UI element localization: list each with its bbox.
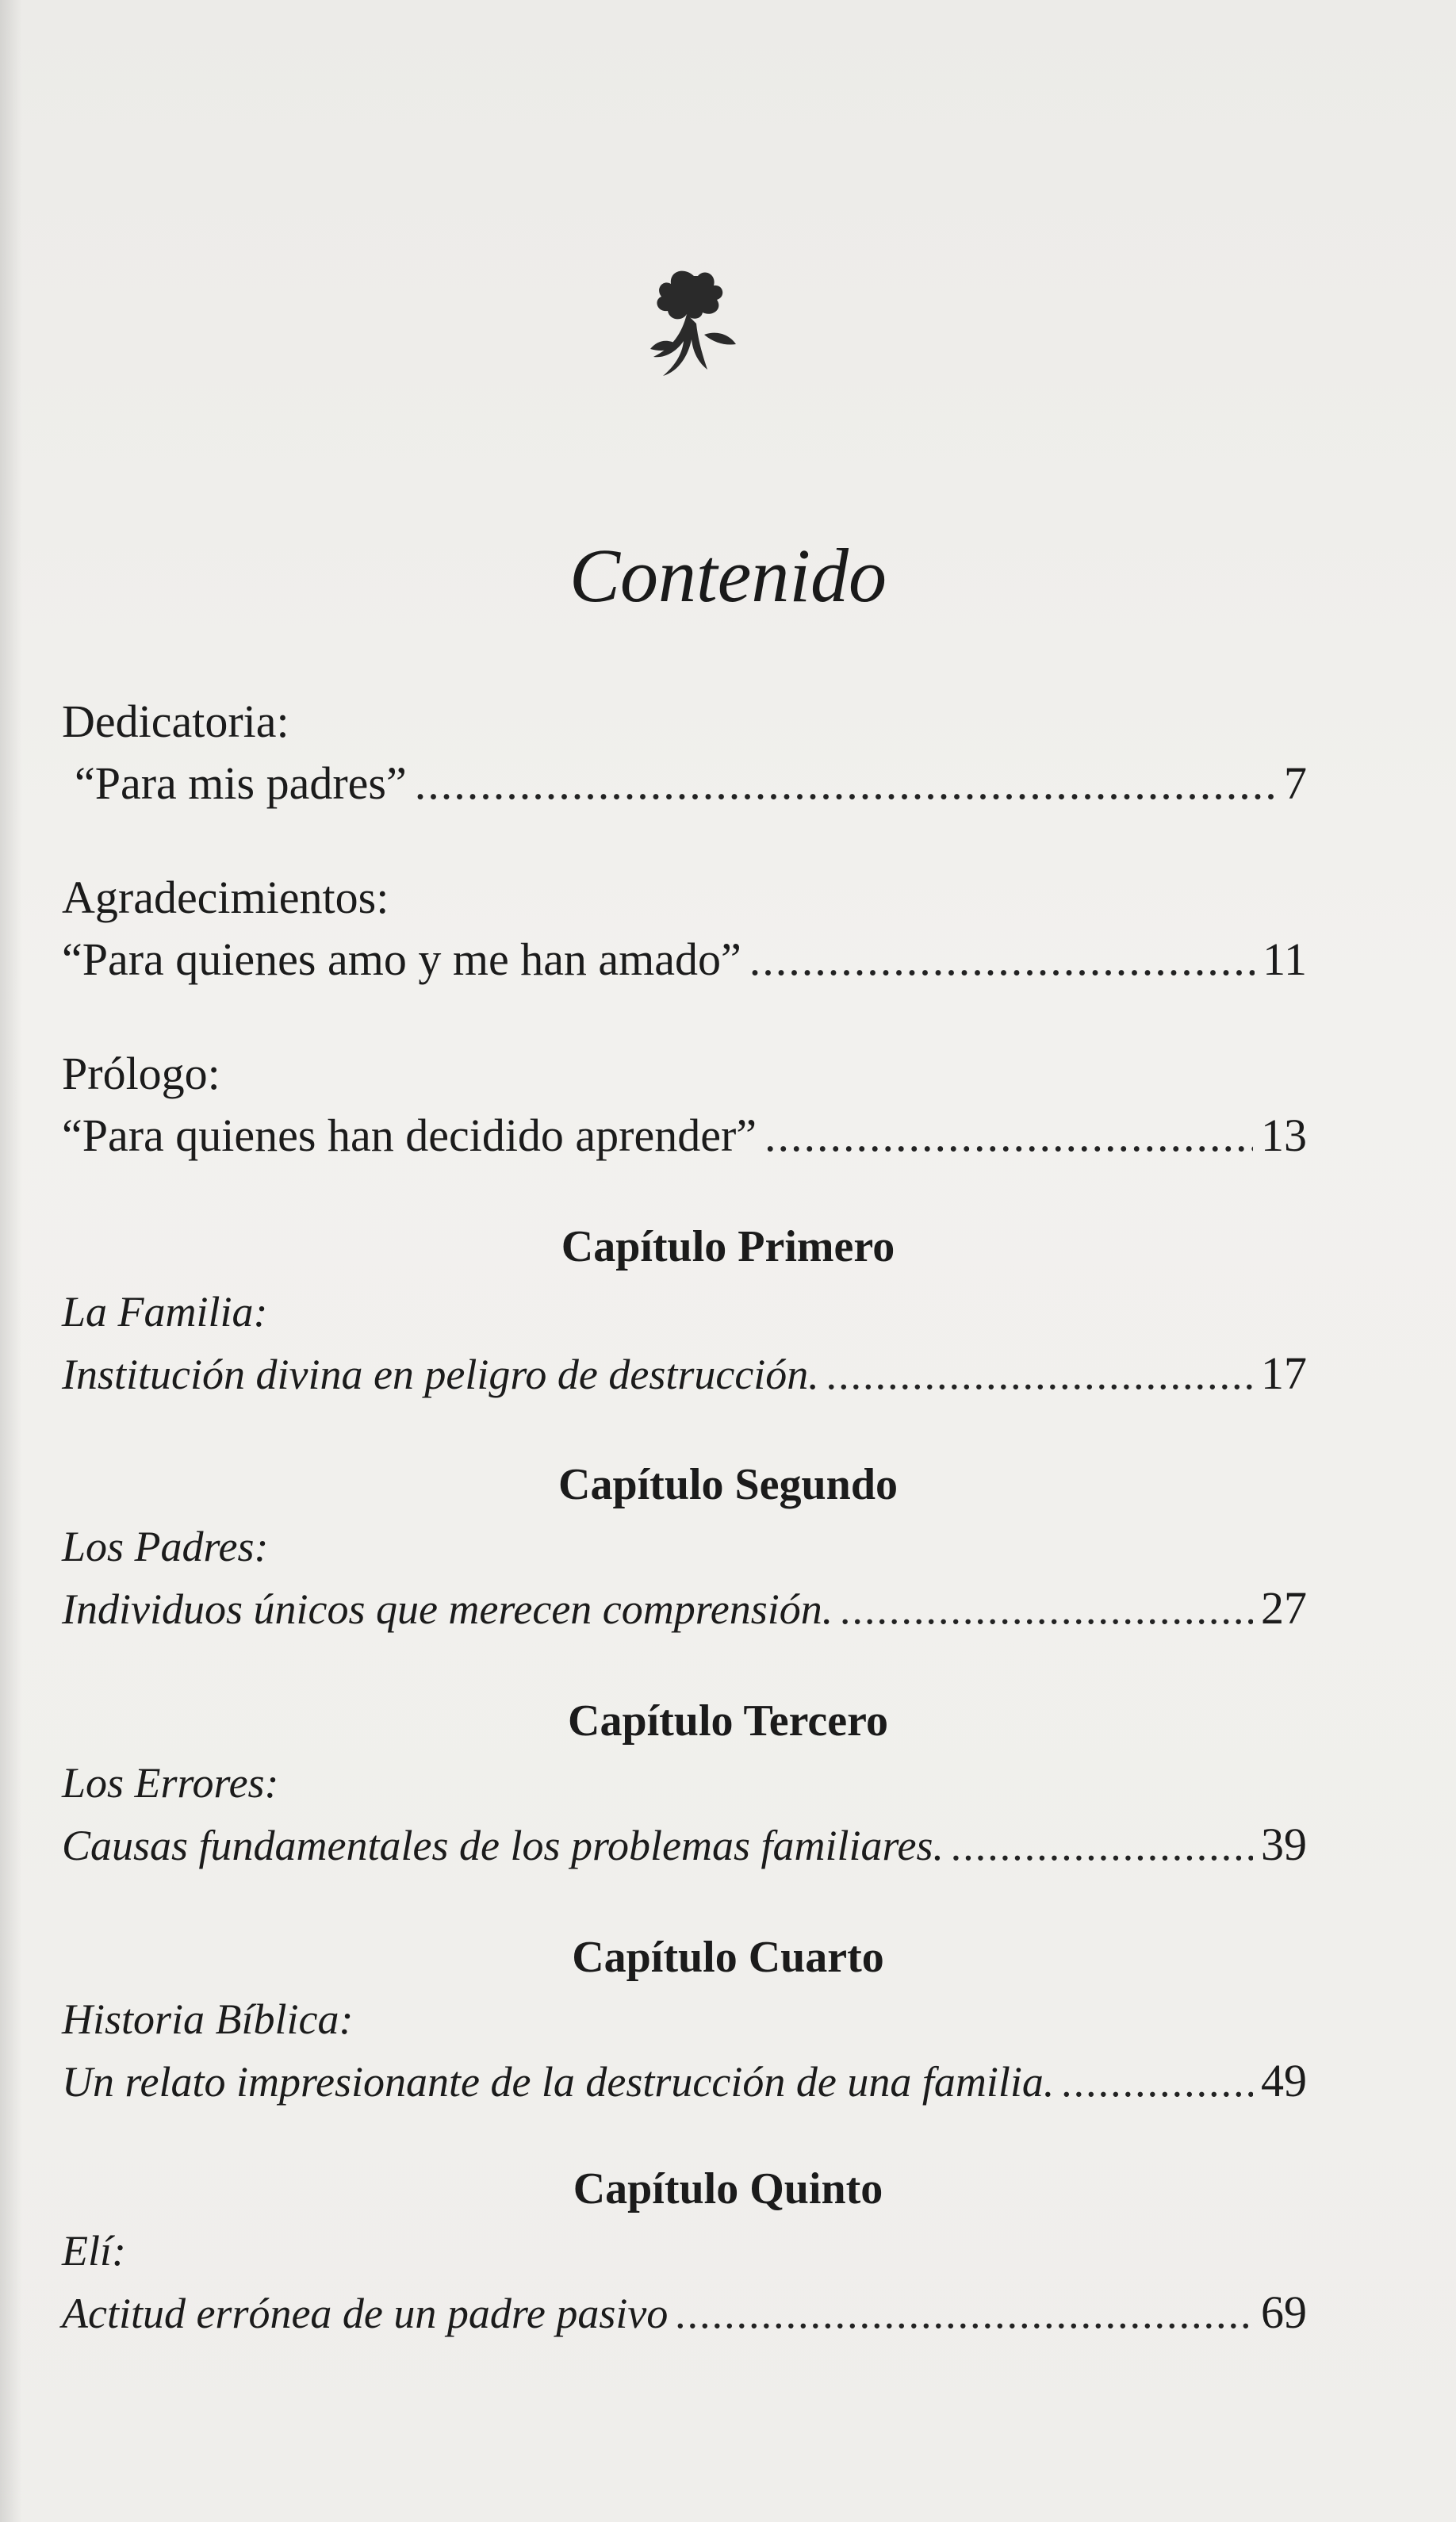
- dot-leader: [841, 1577, 1253, 1641]
- page-number: 13: [1261, 1110, 1307, 1161]
- entry-subtitle: Historia Bíblica:: [62, 1995, 354, 2043]
- dot-leader: [764, 1104, 1253, 1167]
- toc-entry-chapter-1: [62, 1282, 1307, 1406]
- chapter-heading: Capítulo Cuarto: [572, 1933, 884, 1982]
- page-number: 49: [1261, 2055, 1307, 2106]
- entry-subtitle: Elí:: [62, 2227, 126, 2275]
- entry-subtitle: Los Errores:: [62, 1759, 279, 1807]
- page-number: 17: [1261, 1347, 1307, 1399]
- entry-label: Dedicatoria:: [62, 696, 289, 747]
- dot-leader: [952, 1814, 1253, 1877]
- entry-line: [62, 1104, 1307, 1167]
- entry-label: Agradecimientos:: [62, 872, 389, 923]
- page-number: 69: [1261, 2286, 1307, 2338]
- entry-line: [62, 2049, 1307, 2114]
- dot-leader: [1062, 2050, 1253, 2114]
- entry-line: [62, 1813, 1307, 1877]
- entry-subtitle: La Familia:: [62, 1288, 268, 1336]
- entry-text: Individuos únicos que merecen comprensión.: [62, 1585, 833, 1633]
- toc-entry-chapter-2: [62, 1516, 1307, 1641]
- chapter-heading: Capítulo Segundo: [558, 1460, 898, 1509]
- chapter-heading: Capítulo Primero: [561, 1222, 895, 1271]
- page-number: 11: [1263, 933, 1307, 985]
- toc-entry-prologo: [62, 1044, 1307, 1167]
- entry-text: “Para quienes amo y me han amado”: [62, 933, 741, 985]
- entry-line: [62, 1577, 1307, 1641]
- flower-ornament-icon: [634, 262, 753, 389]
- entry-subtitle: Los Padres:: [62, 1523, 269, 1570]
- entry-label: Prólogo:: [62, 1048, 220, 1099]
- dot-leader: [749, 928, 1255, 991]
- entry-text: “Para quienes han decidido aprender”: [62, 1110, 757, 1161]
- entry-line: [62, 1342, 1307, 1406]
- chapter-heading: Capítulo Tercero: [568, 1696, 888, 1746]
- entry-line: [62, 752, 1307, 815]
- page-number: 27: [1261, 1582, 1307, 1634]
- toc-entry-dedicatoria: [62, 692, 1307, 815]
- toc-entry-chapter-3: [62, 1753, 1307, 1877]
- dot-leader: [827, 1343, 1253, 1406]
- toc-entry-chapter-4: [62, 1989, 1307, 2114]
- entry-text: Causas fundamentales de los problemas familiares.: [62, 1822, 944, 1869]
- entry-line: [62, 928, 1307, 991]
- page-number: 7: [1284, 757, 1307, 809]
- entry-line: [62, 2281, 1307, 2345]
- chapter-heading: Capítulo Quinto: [573, 2164, 883, 2213]
- entry-text: Institución divina en peligro de destrucción.: [62, 1351, 819, 1398]
- entry-text: Actitud errónea de un padre pasivo: [62, 2290, 669, 2337]
- entry-text: Un relato impresionante de la destrucción de una familia.: [62, 2058, 1055, 2106]
- dot-leader: [676, 2282, 1253, 2345]
- page-number: 39: [1261, 1819, 1307, 1870]
- page-title: Contenido: [569, 533, 887, 618]
- toc-entry-agradecimientos: [62, 868, 1307, 991]
- entry-text: “Para mis padres”: [75, 757, 407, 809]
- dot-leader: [415, 752, 1276, 815]
- toc-entry-chapter-5: [62, 2221, 1307, 2345]
